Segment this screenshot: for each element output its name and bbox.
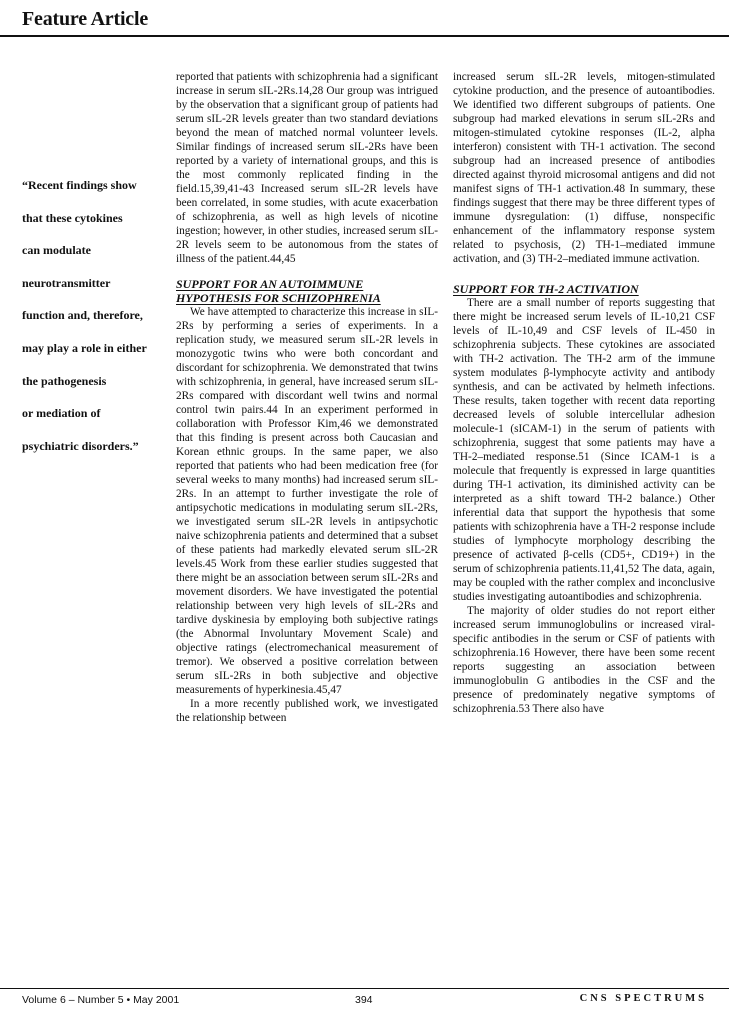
body-paragraph: reported that patients with schizophrenia had a significant increase in serum sIL-2Rs.14,28 Our group was intrigued by the observation that a significant group of patients had serum sIL-2R levels greater than two standard deviations beyond the mean of matched normal volunteer levels. Similar findings of increased serum sIL-2Rs have been reported by a variety of international groups, and this is the most commonly replicated finding in the field.15,39,41-43 Increased serum sIL-2R levels have been correlated, in some studies, with acute exacerbation of schizophrenia, as well as high levels of nicotine ingestion; however, in other studies, increased serum sIL-2R levels seem to be autonomous from the states of illness of the patient.44,45 xyxy=(176,71,438,265)
header-rule xyxy=(0,35,729,37)
text-column-2 xyxy=(453,70,715,716)
pull-quote-line: may play a role in either xyxy=(22,340,147,355)
pull-quote-line: psychiatric disorders.” xyxy=(22,438,139,453)
body-paragraph: There are a small number of reports suggesting that there might be increased serum levels of IL-10,21 CSF levels of IL-10,49 and CSF levels of IL-450 in schizophrenia subjects. These cytokines are associated with TH-2 activation. The TH-2 arm of the immune system modulates β-lymphocyte activity and antibody synthesis, and can be activated by helmeth infections. These results, taken together with recent data reporting decreased levels of soluble intercellular adhesion molecule-1 (sICAM-1) in the serum of patients with schizophrenia, suggest that some patients may have a TH-2–mediated response.51 (Since ICAM-1 is a molecule that frequently is expressed in large quantities during TH-1 activation, its diminished activity can be interpreted as a shift toward TH-2 balance.) Other inferential data that support the hypothesis that some patients with schizophrenia have a TH-2 response include studies of lymphocyte morphology describing the presence of activated β-cells (CD5+, CD19+) in the serum of schizophrenia patients.11,41,52 The data, again, may be coupled with the rather complex and inconclusive studies investigating autoantibodies and schizophrenia. xyxy=(453,297,715,603)
pull-quote-line: that these cytokines xyxy=(22,210,123,225)
section-heading: SUPPORT FOR TH-2 ACTIVATION xyxy=(453,282,639,296)
page-number: 394 xyxy=(355,994,373,1006)
pull-quote-line: the pathogenesis xyxy=(22,373,107,388)
body-paragraph: The majority of older studies do not report either increased serum immunoglobulins or increased viral-specific antibodies in the serum or CSF of patients with schizophrenia.16 However, there have been some recent reports suggesting an association between immunoglobulin G antibodies in the CSF and the presence of predominately negative symptoms of schizophrenia.53 There also have xyxy=(453,605,715,715)
body-paragraph: We have attempted to characterize this increase in sIL-2Rs by performing a series of experiments. In a replication study, we measured serum sIL-2R levels in monozygotic twins who were both concordant and discordant for schizophrenia. We demonstrated that twins with schizophrenia, in general, have increased serum sIL-2Rs compared with discordant well twins and normal control twin pairs.44 In an experiment performed in collaboration with Professor Kim,46 we demonstrated that this finding is present across both Caucasian and Korean ethnic groups. In the same paper, we also reported that patients who had been medication free (for several weeks to many months) had increased serum sIL-2Rs. In an attempt to further investigate the role of antipsychotic medications in modulating serum sIL-2Rs, we investigated serum sIL-2R levels in antipsychotic naive schizophrenia patients and determined that a subset of these patients had markedly elevated serum sIL-2R levels.45 Work from these earlier studies suggested that there might be an association between serum sIL-2Rs and movement disorders. We have investigated the potential relationship between very high levels of sIL-2Rs and tardive dyskinesia by employing both subjective ratings (the Abnormal Involuntary Movement Scale) and objective ratings (electromechanical measurement of tremor). We observed a positive correlation between serum sIL-2Rs in both subjective and objective measurements of hyperkinesia.45,47 xyxy=(176,306,438,696)
text-column-1 xyxy=(176,70,438,725)
body-paragraph: In a more recently published work, we investigated the relationship between xyxy=(176,698,438,724)
pull-quote-line: neurotransmitter xyxy=(22,275,111,290)
footer-rule xyxy=(0,988,729,989)
pull-quote-line: function and, therefore, xyxy=(22,308,143,323)
section-heading: HYPOTHESIS FOR SCHIZOPHRENIA xyxy=(176,291,381,305)
section-heading: SUPPORT FOR AN AUTOIMMUNE xyxy=(176,277,364,291)
section-label: Feature Article xyxy=(22,8,149,30)
journal-name: CNS SPECTRUMS xyxy=(579,993,707,1004)
pull-quote-line: or mediation of xyxy=(22,406,101,421)
pull-quote-line: “Recent findings show xyxy=(22,178,137,192)
pull-quote-line: can modulate xyxy=(22,243,91,258)
issue-info: Volume 6 – Number 5 • May 2001 xyxy=(22,994,180,1006)
pull-quote xyxy=(22,178,162,471)
body-paragraph: increased serum sIL-2R levels, mitogen-stimulated cytokine production, and the presence of autoantibodies. We identified two different subgroups of patients. One subgroup had marked elevations in serum sIL-2Rs and mitogen-stimulated cytokine responses (IL-2, alpha interferon) consistent with TH-1 activation. The second subgroup had an increased presence of antibodies directed against thyroid microsomal antigens and did not manifest signs of TH-1 activation.48 In summary, these findings suggest that there may be three different types of immune dysregulation: (1) diffuse, nonspecific enhancement of the inflammatory response system related to psychosis, (2) TH-1–mediated immune activation, and (3) TH-2–mediated immune activation. xyxy=(453,71,715,265)
